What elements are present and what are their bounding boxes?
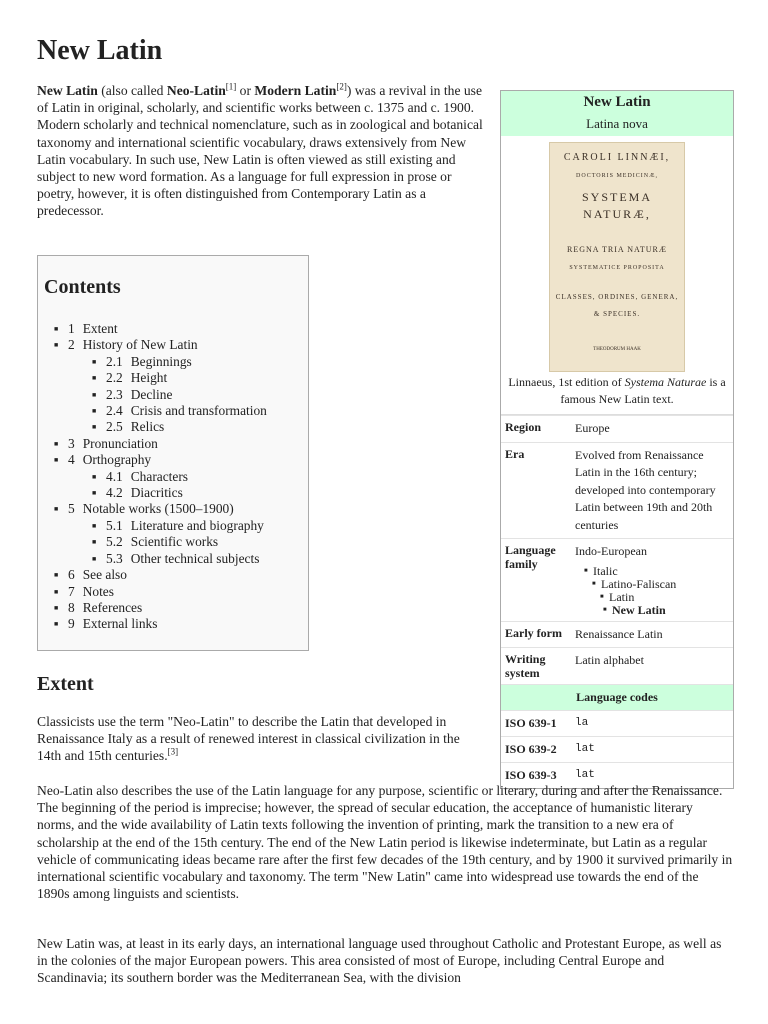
toc-item-number: 2.4 bbox=[106, 403, 123, 419]
toc-item-number: 9 bbox=[68, 616, 75, 632]
toc-item[interactable] bbox=[68, 387, 267, 403]
infobox-section-language-codes: Language codes bbox=[501, 684, 733, 710]
toc-item-number: 5.1 bbox=[106, 517, 123, 533]
toc-item[interactable] bbox=[68, 321, 267, 337]
toc-item[interactable] bbox=[68, 419, 267, 435]
toc-item-label: Diacritics bbox=[130, 485, 183, 501]
toc-item-label: Crisis and transformation bbox=[130, 403, 267, 419]
toc-item-number: 7 bbox=[68, 583, 75, 599]
toc-item-label: Relics bbox=[130, 419, 165, 435]
toc-item[interactable] bbox=[68, 501, 267, 517]
toc-item-number: 2.1 bbox=[106, 353, 123, 369]
toc-item-label: Other technical subjects bbox=[130, 550, 260, 566]
ref-link-2[interactable]: [2] bbox=[336, 81, 347, 92]
systema-naturae-title-page-image[interactable]: CAROLI LINNÆI, DOCTORIS MEDICINÆ, SYSTEMA NATURÆ, REGNA TRIA NATURÆ SYSTEMATICE PROPOSITA CLASSES, ORDINES, GENERA, & SPECIES. THEODORUM HAAK bbox=[549, 142, 685, 372]
toc-item-label: External links bbox=[82, 616, 158, 632]
extent-paragraph-3: New Latin was, at least in its early days, an international language used throughout Catholic and Protestant Europe, as well as in the colonies of the major European powers. This area consisted of most of Europe, including Central Europe and Scandinavia; its southern border was the Mediterranean Sea, with the division bbox=[37, 936, 722, 986]
toc-item[interactable] bbox=[68, 469, 267, 485]
toc-item-label: Notable works (1500–1900) bbox=[82, 501, 234, 517]
toc-item[interactable] bbox=[68, 354, 267, 370]
infobox-row-family: Language family Indo-European ■ Italic ■ Latino-Faliscan ■ Latin ■ New Latin bbox=[501, 538, 733, 621]
section-heading-extent: Extent bbox=[37, 673, 94, 695]
toc-item-number: 4.1 bbox=[106, 468, 123, 484]
toc-item-number: 6 bbox=[68, 567, 75, 583]
infobox-row-era: Era Evolved from Renaissance Latin in the 16th century; developed into contemporary Latin between 19th and 20th centuries bbox=[501, 442, 733, 539]
toc-item[interactable] bbox=[68, 600, 267, 616]
term-neo-latin: Neo-Latin bbox=[166, 83, 226, 98]
toc-item-label: Pronunciation bbox=[82, 435, 158, 451]
toc-item-label: Characters bbox=[130, 468, 189, 484]
toc-item-number: 5 bbox=[68, 501, 75, 517]
toc-item-label: History of New Latin bbox=[82, 337, 198, 353]
infobox-row-iso-639-3: ISO 639-3 lat bbox=[501, 762, 733, 788]
toc-item[interactable] bbox=[68, 584, 267, 600]
toc-item-number: 1 bbox=[68, 321, 75, 336]
family-tree-item[interactable]: ■ Latin bbox=[609, 591, 729, 604]
region-link[interactable]: Europe bbox=[575, 421, 610, 435]
family-tree-item[interactable]: ■ Latino-Faliscan bbox=[601, 578, 729, 591]
toc-item-label: References bbox=[82, 599, 143, 615]
infobox-row-early-form: Early form Renaissance Latin bbox=[501, 621, 733, 648]
toc-item[interactable] bbox=[68, 485, 267, 501]
family-link[interactable]: Indo-European bbox=[575, 544, 647, 558]
infobox-caption: Linnaeus, 1st edition of Systema Naturae is a famous New Latin text. bbox=[501, 372, 733, 412]
toc-item-number: 5.2 bbox=[106, 534, 123, 550]
toc-item-label: Extent bbox=[82, 321, 118, 336]
extent-paragraph-1: Classicists use the term "Neo-Latin" to describe the Latin that developed in Renaissance Italy as a result of renewed interest in classical civilization in the 14th and 15th centuries.[3] bbox=[37, 714, 460, 764]
family-tree-item-current: ■ New Latin bbox=[612, 604, 729, 617]
writing-system-link[interactable]: Latin alphabet bbox=[575, 653, 644, 667]
toc-item-number: 2 bbox=[68, 337, 75, 353]
toc-item[interactable] bbox=[68, 518, 267, 534]
toc-item[interactable] bbox=[68, 370, 267, 386]
toc-item-label: Notes bbox=[82, 583, 114, 599]
toc-item-number: 4.2 bbox=[106, 485, 123, 501]
toc-item[interactable] bbox=[68, 452, 267, 468]
term-modern-latin: Modern Latin bbox=[254, 83, 337, 98]
toc-item-number: 4 bbox=[68, 452, 75, 468]
toc-list bbox=[68, 321, 267, 633]
infobox bbox=[500, 90, 734, 789]
toc-item[interactable] bbox=[68, 567, 267, 583]
toc-item-label: Decline bbox=[130, 386, 173, 402]
ref-link-3[interactable]: [3] bbox=[167, 746, 179, 757]
toc-item[interactable] bbox=[68, 534, 267, 550]
toc-item-number: 2.5 bbox=[106, 419, 123, 435]
early-form-link[interactable]: Renaissance Latin bbox=[575, 626, 663, 641]
toc-item[interactable] bbox=[68, 337, 267, 353]
family-tree-item[interactable]: ■ Italic bbox=[593, 565, 729, 578]
toc-item-label: Literature and biography bbox=[130, 517, 264, 533]
infobox-row-region: Region Europe bbox=[501, 415, 733, 442]
toc-item-label: See also bbox=[82, 567, 127, 583]
table-of-contents bbox=[37, 255, 309, 651]
toc-item-number: 5.3 bbox=[106, 550, 123, 566]
toc-item[interactable] bbox=[68, 551, 267, 567]
infobox-row-writing-system: Writing system Latin alphabet bbox=[501, 647, 733, 684]
lead-paragraph: New Latin (also called Neo-Latin[1] or Modern Latin[2]) was a revival in the use of Latin in original, scholarly, and scientific works between c. 1375 and c. 1900. Modern scholarly and technical nomenclature, such as in zoological and botanical taxonomy and international scientific vocabulary, draws extensively from New Latin vocabulary. In such use, New Latin is often viewed as still existing and subject to new word formation. As a language for full expression in prose or poetry, however, it is often distinguished from Contemporary Latin as a predecessor. bbox=[37, 81, 483, 219]
toc-item-number: 2.2 bbox=[106, 370, 123, 386]
toc-item[interactable] bbox=[68, 436, 267, 452]
toc-item-number: 2.3 bbox=[106, 386, 123, 402]
ref-link-1[interactable]: [1] bbox=[225, 81, 237, 92]
term-new-latin: New Latin bbox=[37, 83, 98, 98]
toc-item-label: Scientific works bbox=[130, 534, 219, 550]
infobox-row-iso-639-2: ISO 639-2 lat bbox=[501, 736, 733, 762]
toc-heading: Contents bbox=[44, 276, 121, 298]
infobox-subtitle: Latina nova bbox=[501, 113, 733, 136]
toc-item-label: Beginnings bbox=[130, 353, 192, 369]
toc-item[interactable] bbox=[68, 403, 267, 419]
page-title: New Latin bbox=[37, 35, 163, 66]
toc-item-number: 3 bbox=[68, 435, 75, 451]
extent-paragraph-2: Neo-Latin also describes the use of the Latin language for any purpose, scientific or literary, during and after the Renaissance. The beginning of the period is imprecise; however, the spread of secular education, the acceptance of humanistic literary norms, and the wide availability of Latin texts following the invention of printing, mark the transition to a new era of scholarship at the end of the 15th century. The end of the New Latin period is likewise indeterminate, but Latin as a regular vehicle of communicating ideas became rare after the first few decades of the 19th century, and by 1900 it survived primarily in international scientific vocabulary and taxonomy. The term "New Latin" came into widespread use towards the end of the 1890s among linguists and scientists. bbox=[37, 783, 733, 902]
toc-item-number: 8 bbox=[68, 599, 75, 615]
toc-item-label: Orthography bbox=[82, 452, 152, 468]
toc-item-label: Height bbox=[130, 370, 168, 386]
toc-item[interactable] bbox=[68, 616, 267, 632]
infobox-title: New Latin bbox=[501, 91, 733, 113]
infobox-image-wrap bbox=[501, 136, 733, 415]
infobox-row-iso-639-1: ISO 639-1 la bbox=[501, 710, 733, 736]
